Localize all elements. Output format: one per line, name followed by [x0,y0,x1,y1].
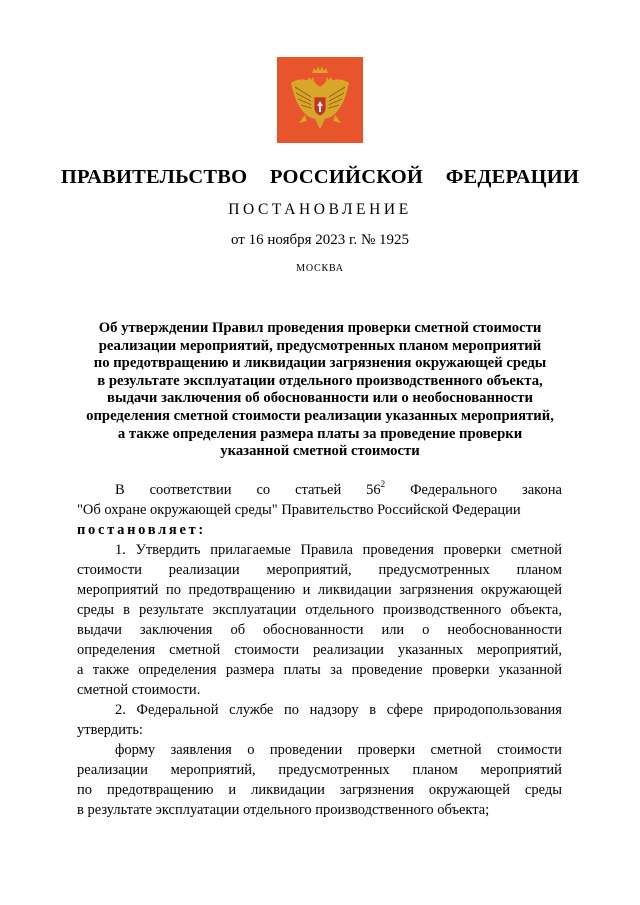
paragraph-2-line [77,700,562,720]
word: а [77,662,84,678]
word: по [77,782,93,798]
word: определения [138,662,217,678]
preamble-line: "Об охране окружающей среды" Правительство Российской Федерации [77,502,521,518]
word: необоснованности [447,622,562,638]
word: отдельного [305,602,374,618]
word: заявления [170,742,232,758]
title-line: в результате эксплуатации отдельного производственного объекта, [97,372,543,389]
paragraph-3-line [77,780,562,800]
title-line: по предотвращению и ликвидации загрязнения окружающей среды [93,355,547,372]
document-type: ПОСТАНОВЛЕНИЕ [228,201,412,218]
title-line: а также определения размера платы за проведение проверки [117,425,523,442]
preamble-word: Федерального [410,482,498,498]
word: прилагаемые [210,542,291,558]
word: планом [516,562,562,578]
word: проведение [351,662,423,678]
document-title [80,320,560,461]
word: сфере [386,702,423,718]
word: ликвидации [251,782,325,798]
word: реализации [313,642,384,658]
article-superscript: 2 [380,479,386,489]
word: сметной [430,742,482,758]
word: Федеральной [136,702,219,718]
paragraph-2-line: утвердить: [77,722,143,738]
word: и [228,782,237,798]
word: мероприятий, [266,562,352,578]
title-line: выдачи заключения об обоснованности или о необоснованности [107,390,533,407]
preamble-word: В [115,482,125,498]
word: службе [229,702,274,718]
coat-of-arms-russia-icon [277,57,363,143]
word: проведения [362,542,434,558]
preamble-word: статьей [295,482,342,498]
word: 1. [115,542,126,558]
word: проверки [431,662,490,678]
preamble-word: со [256,482,271,498]
word: также [92,662,130,678]
word: загрязнения [339,782,414,798]
word: проведении [269,742,343,758]
word: об [230,622,246,638]
word: стоимости [497,742,562,758]
word: о [247,742,255,758]
word: сметной [169,642,221,658]
word: среды [524,782,562,798]
word: надзору [309,702,359,718]
word: Утвердить [135,542,201,558]
word: окружающей [428,782,510,798]
word: предусмотренных [378,562,490,578]
word: определения [77,642,156,658]
word: проверки [357,742,416,758]
word: объекта, [510,602,562,618]
paragraph-1-line [77,620,562,640]
date-and-number: от 16 ноября 2023 г. № 1925 [230,232,410,248]
word: по [283,702,299,718]
paragraph-1-line: сметной стоимости. [77,682,201,698]
word: или [381,622,405,638]
preamble-word: соответствии [149,482,232,498]
article-reference [366,480,385,500]
word: по [165,582,181,598]
word: платы [283,662,321,678]
paragraph-1-line [77,560,562,580]
paragraph-1-line [77,580,562,600]
word: Правила [300,542,353,558]
word: указанных [397,642,464,658]
preamble-word: закона [522,482,562,498]
word: и [302,582,311,598]
word: реализации [168,562,240,578]
paragraph-3-line [77,740,562,760]
word: предотвращению [106,782,214,798]
title-line: определения сметной стоимости реализации указанных мероприятий, [86,407,554,424]
preamble-line [77,520,562,540]
word: сметной [510,542,562,558]
word: мероприятий, [170,762,256,778]
title-line: указанной сметной стоимости [220,443,420,460]
word: ликвидации [317,582,392,598]
city: МОСКВА [296,263,344,274]
paragraph-1-line [77,640,562,660]
word: мероприятий, [476,642,562,658]
word: реализации [77,762,148,778]
word: 2. [115,702,126,718]
word: результате [138,602,204,618]
word: заключения [139,622,213,638]
word: среды [77,602,115,618]
word: выдачи [77,622,122,638]
word: в [369,702,377,718]
word: стоимости [77,562,142,578]
word: форму [115,742,156,758]
resolves-keyword: постановляет: [77,522,206,538]
article-number: 56 [366,482,381,498]
word: стоимости [234,642,300,658]
preamble-line [77,480,562,500]
word: планом [412,762,458,778]
word: природопользования [433,702,562,718]
word: проверки [443,542,502,558]
paragraph-3-line [77,760,562,780]
title-line: Об утверждении Правил проведения проверки сметной стоимости [98,320,542,336]
title-line: реализации мероприятий, предусмотренных планом мероприятий [98,337,542,354]
word: о [422,622,430,638]
word: в [123,602,130,618]
word: мероприятий [480,762,562,778]
government-name: ПРАВИТЕЛЬСТВО РОССИЙСКОЙ ФЕДЕРАЦИИ [60,166,580,188]
document-body [77,480,562,820]
word: указанной [498,662,562,678]
word: эксплуатации [212,602,297,618]
word: окружающей [480,582,562,598]
paragraph-1-line [77,540,562,560]
word: производственного [383,602,502,618]
word: предотвращению [188,582,296,598]
word: предусмотренных [278,762,390,778]
word: обоснованности [263,622,364,638]
word: загрязнения [399,582,474,598]
word: мероприятий [77,582,159,598]
word: размера [225,662,275,678]
paragraph-1-line [77,660,562,680]
paragraph-1-line [77,600,562,620]
paragraph-3-line: в результате эксплуатации отдельного производственного объекта; [77,802,490,818]
word: за [330,662,343,678]
